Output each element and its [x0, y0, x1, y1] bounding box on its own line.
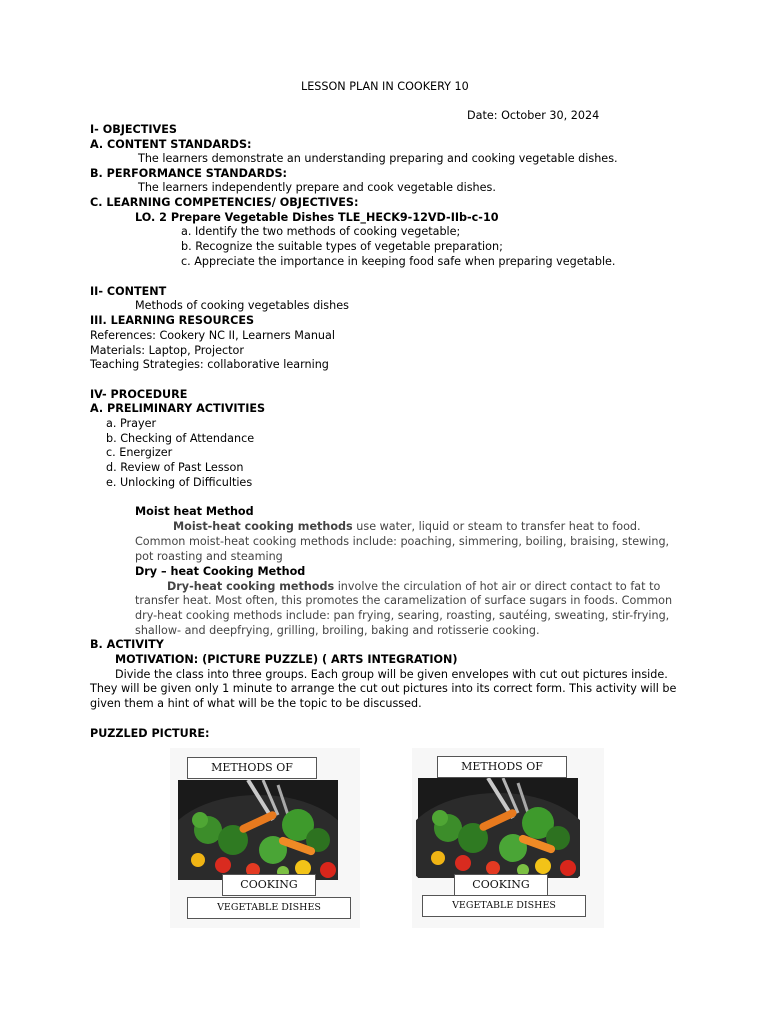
puzzle-picture — [170, 748, 360, 928]
content-standards-heading: A. CONTENT STANDARDS: — [90, 138, 252, 151]
objective-item: c. Appreciate the importance in keeping food safe when preparing vegetable. — [181, 255, 616, 268]
activity-heading: B. ACTIVITY — [90, 638, 164, 651]
moist-heat-line3: pot roasting and steaming — [135, 550, 283, 563]
resources-references: References: Cookery NC II, Learners Manual — [90, 329, 335, 342]
activity-line2: They will be given only 1 minute to arrange the cut out pictures into its correct form. This activity will be — [90, 682, 677, 695]
preliminary-item: d. Review of Past Lesson — [106, 461, 244, 474]
preliminary-item: e. Unlocking of Difficulties — [106, 476, 253, 489]
motivation-heading: MOTIVATION: (PICTURE PUZZLE) ( ARTS INTEGRATION) — [115, 653, 458, 666]
vegetable-dish-photo — [416, 778, 580, 878]
preliminary-item: b. Checking of Attendance — [106, 432, 255, 445]
moist-heat-term: Moist-heat cooking methods — [173, 520, 353, 533]
preliminary-heading: A. PRELIMINARY ACTIVITIES — [90, 402, 266, 415]
dry-heat-heading: Dry – heat Cooking Method — [135, 565, 306, 578]
objective-item: b. Recognize the suitable types of vegetable preparation; — [181, 240, 503, 253]
procedure-heading: IV- PROCEDURE — [90, 388, 188, 401]
puzzle-label-middle: COOKING — [222, 874, 316, 896]
activity-line3: given them a hint of what will be the topic to be discussed. — [90, 697, 422, 710]
puzzle-label-middle: COOKING — [454, 874, 548, 896]
preliminary-item: c. Energizer — [106, 446, 173, 459]
resources-heading: III. LEARNING RESOURCES — [90, 314, 255, 327]
objective-item: a. Identify the two methods of cooking vegetable; — [181, 225, 461, 238]
puzzle-label-bottom: VEGETABLE DISHES — [422, 895, 586, 917]
content-heading: II- CONTENT — [90, 285, 167, 298]
puzzle-label-top: METHODS OF — [437, 756, 567, 778]
puzzled-picture-heading: PUZZLED PICTURE: — [90, 727, 210, 740]
content-standards-text: The learners demonstrate an understanding preparing and cooking vegetable dishes. — [138, 152, 618, 165]
performance-standards-text: The learners independently prepare and cook vegetable dishes. — [138, 181, 496, 194]
moist-heat-line2: Common moist-heat cooking methods include: poaching, simmering, boiling, braising, stewing, — [135, 535, 670, 548]
resources-materials: Materials: Laptop, Projector — [90, 344, 244, 357]
puzzle-label-bottom: VEGETABLE DISHES — [187, 897, 351, 919]
moist-heat-line1 — [173, 520, 641, 534]
learning-outcome: LO. 2 Prepare Vegetable Dishes TLE_HECK9-12VD-IIb-c-10 — [135, 211, 499, 224]
competencies-heading: C. LEARNING COMPETENCIES/ OBJECTIVES: — [90, 196, 359, 209]
preliminary-item: a. Prayer — [106, 417, 157, 430]
dry-heat-line2: transfer heat. Most often, this promotes the caramelization of surface sugars in foods. Common — [135, 594, 673, 607]
puzzle-picture — [412, 748, 604, 928]
resources-strategies: Teaching Strategies: collaborative learning — [90, 358, 329, 371]
moist-heat-definition: use water, liquid or steam to transfer heat to food. — [352, 520, 641, 533]
vegetable-dish-photo — [178, 780, 338, 880]
dry-heat-line1 — [167, 580, 660, 594]
dry-heat-line4: shallow- and deepfrying, grilling, broiling, baking and rotisserie cooking. — [135, 624, 540, 637]
performance-standards-heading: B. PERFORMANCE STANDARDS: — [90, 167, 288, 180]
objectives-heading: I- OBJECTIVES — [90, 123, 177, 136]
moist-heat-heading: Moist heat Method — [135, 505, 254, 518]
lesson-date: Date: October 30, 2024 — [467, 109, 600, 122]
puzzle-label-top: METHODS OF — [187, 757, 317, 779]
activity-line1: Divide the class into three groups. Each group will be given envelopes with cut out pictures inside. — [115, 668, 668, 681]
dry-heat-definition: involve the circulation of hot air or direct contact to fat to — [334, 580, 661, 593]
dry-heat-line3: dry-heat cooking methods include: pan frying, searing, roasting, sautéing, sweating, stir-frying, — [135, 609, 670, 622]
dry-heat-term: Dry-heat cooking methods — [167, 580, 335, 593]
content-text: Methods of cooking vegetables dishes — [135, 299, 349, 312]
document-title: LESSON PLAN IN COOKERY 10 — [301, 80, 469, 93]
